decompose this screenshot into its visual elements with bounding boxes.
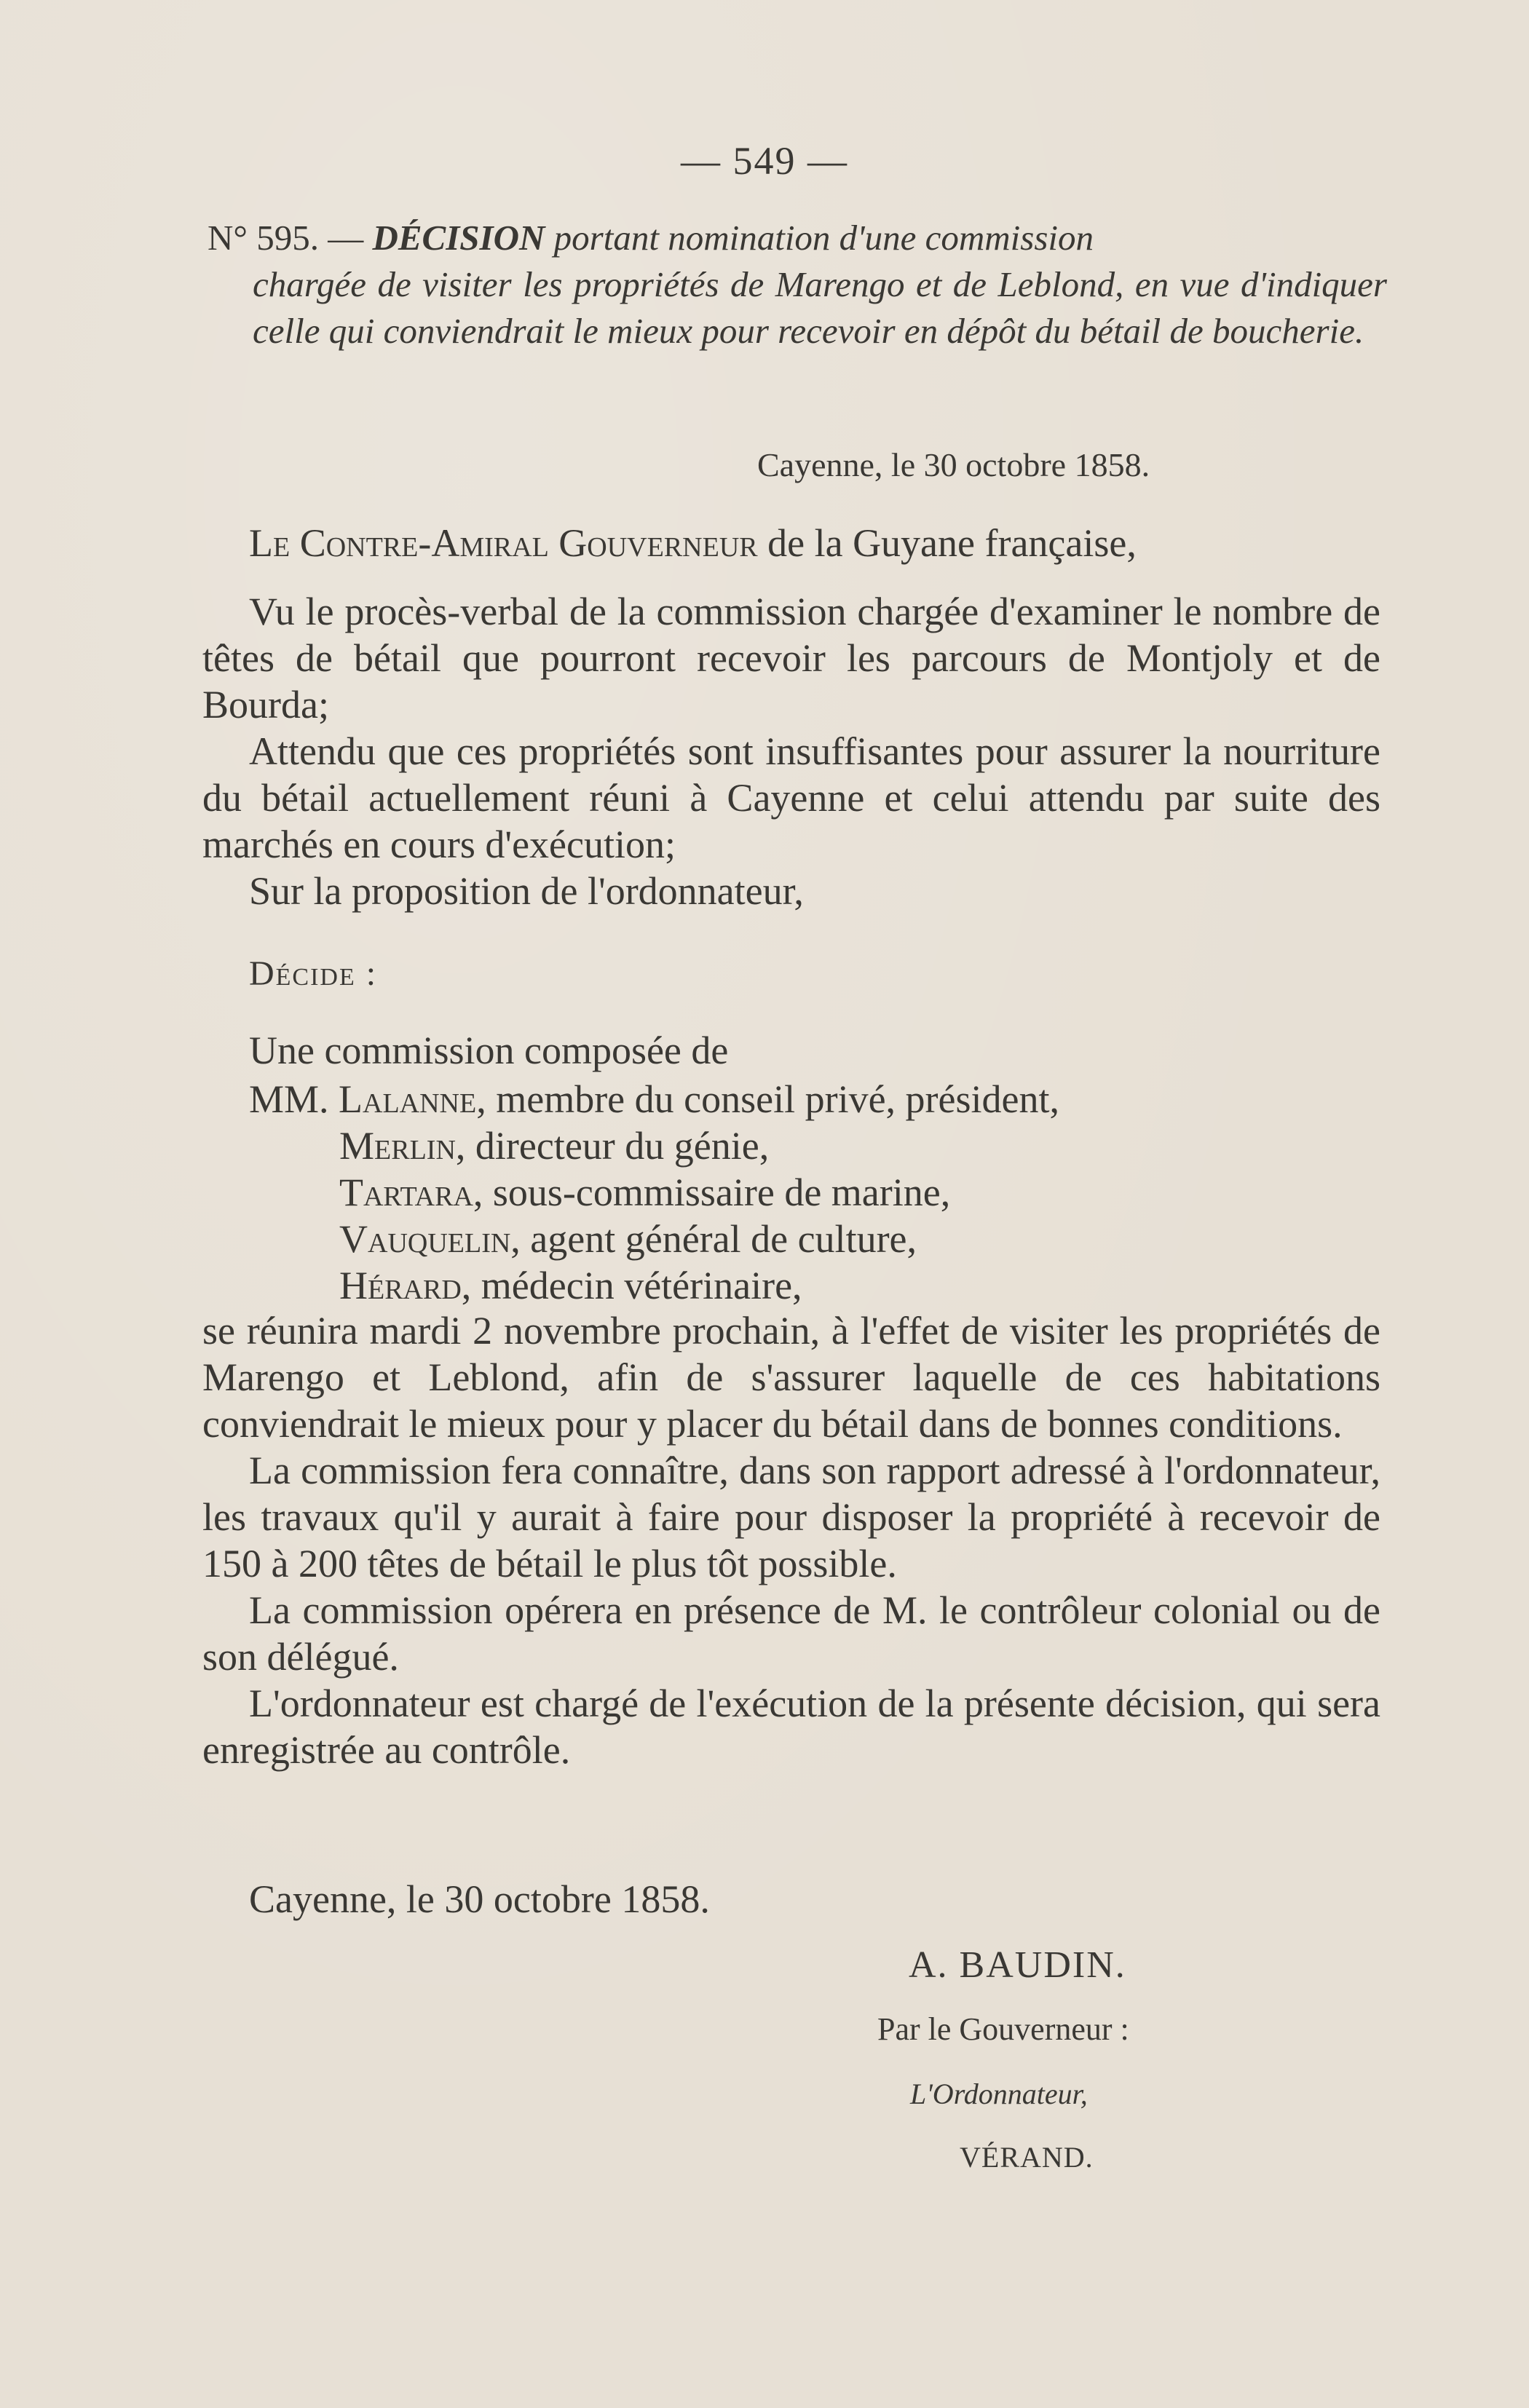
member-list (249, 1076, 1059, 1309)
page-number: — 549 — (681, 139, 848, 183)
countersignature: VÉRAND. (960, 2141, 1094, 2174)
decision-number: N° 595. (208, 218, 319, 258)
heading-dash: — (318, 218, 373, 258)
dateline: Cayenne, le 30 octobre 1858. (757, 446, 1150, 483)
considerant-attendu: Attendu que ces propriétés sont insuffisantes pour assurer la nourriture du bétail actuellement réuni à Cayenne et celui attendu par suite des marchés en cours d'exécution; (202, 729, 1380, 866)
member-row (249, 1122, 1059, 1169)
member-role: , membre du conseil privé, président, (476, 1077, 1059, 1121)
signature-role: L'Ordonnateur, (910, 2078, 1088, 2110)
body-paragraph: La commission fera connaître, dans son rapport adressé à l'ordonnateur, les travaux qu'il y aurait à faire pour disposer la propriété à recevoir de 150 à 200 têtes de bétail le plus tôt possible. (202, 1449, 1380, 1585)
member-role: , agent général de culture, (510, 1217, 917, 1261)
heading-line1: portant nomination d'une commission (545, 218, 1094, 258)
member-name: Vauquelin (339, 1217, 511, 1261)
signature-par: Par le Gouverneur : (877, 2011, 1129, 2047)
member-prefix: MM. (249, 1077, 339, 1121)
governor-title-suffix: de la Guyane française, (757, 521, 1137, 565)
member-name: Tartara (339, 1171, 473, 1214)
member-name: Lalanne (339, 1077, 477, 1121)
decide-label: Décide : (249, 954, 378, 993)
member-row (249, 1076, 1059, 1122)
considerant-proposition: Sur la proposition de l'ordonnateur, (249, 869, 804, 913)
body-paragraph: L'ordonnateur est chargé de l'exécution de la présente décision, qui sera enregistrée au contrôle. (202, 1682, 1380, 1772)
decision-word: DÉCISION (372, 218, 545, 258)
closing-date: Cayenne, le 30 octobre 1858. (249, 1877, 710, 1921)
governor-title: Le Contre-Amiral Gouverneur (249, 521, 758, 565)
body-paragraph: La commission opérera en présence de M. le contrôleur colonial ou de son délégué. (202, 1588, 1380, 1679)
body-paragraph: se réunira mardi 2 novembre prochain, à l'effet de visiter les propriétés de Marengo et Leblond, afin de s'assurer laquelle de ces habitations conviendrait le mieux pour y placer du bétail dans de bonnes conditions. (202, 1309, 1380, 1446)
signature-name: A. BAUDIN. (909, 1944, 1126, 1986)
member-row (249, 1216, 1059, 1262)
governor-title-line (202, 520, 1380, 566)
decision-body (202, 1307, 1380, 1773)
composition-line: Une commission composée de (249, 1029, 729, 1072)
heading-continuation: chargée de visiter les propriétés de Marengo et de Leblond, en vue d'indiquer celle qui conviendrait le mieux pour recevoir en dépôt du bétail de boucherie. (253, 264, 1387, 351)
member-name: Hérard (339, 1264, 462, 1307)
member-role: , sous-commissaire de marine, (473, 1171, 951, 1214)
member-row (249, 1169, 1059, 1216)
member-role: , médecin vétérinaire, (461, 1264, 802, 1307)
member-name: Merlin (339, 1124, 456, 1168)
decision-heading (208, 215, 1387, 355)
considerant-vu: Vu le procès-verbal de la commission chargée d'examiner le nombre de têtes de bétail que pourront recevoir les parcours de Montjoly et de Bourda; (202, 590, 1380, 726)
considerants (202, 588, 1380, 914)
member-role: , directeur du génie, (455, 1124, 770, 1168)
member-row (249, 1262, 1059, 1309)
